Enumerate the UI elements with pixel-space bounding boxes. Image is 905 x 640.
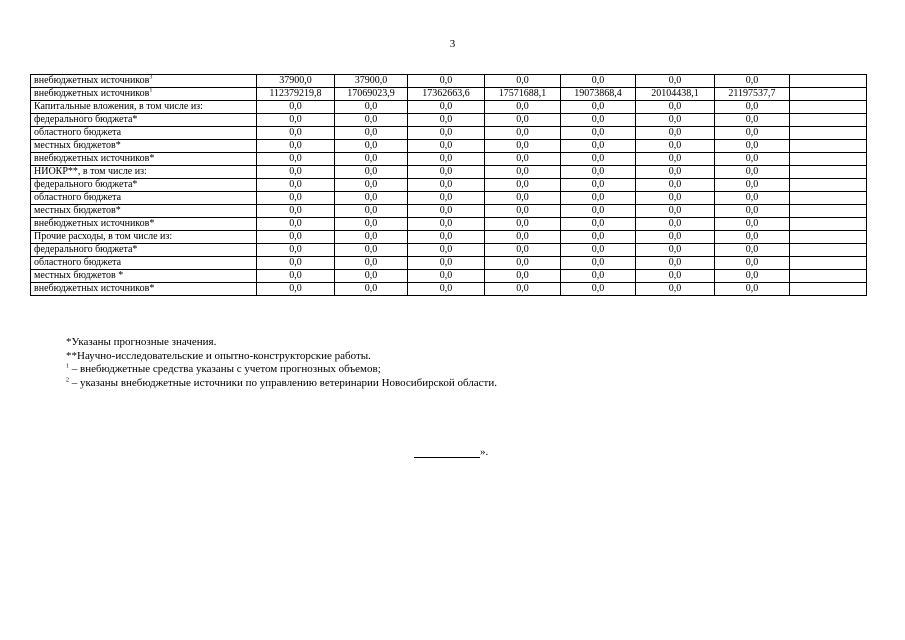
value-cell: 19073868,4 [561, 88, 636, 101]
table-row [31, 153, 867, 166]
value-cell: 0,0 [408, 114, 485, 127]
value-cell: 20104438,1 [636, 88, 715, 101]
row-label [31, 192, 257, 205]
row-label [31, 283, 257, 296]
value-cell: 0,0 [335, 244, 408, 257]
value-cell: 0,0 [408, 231, 485, 244]
value-cell: 0,0 [335, 218, 408, 231]
row-label-text: местных бюджетов* [34, 140, 121, 151]
table-row [31, 231, 867, 244]
value-cell [790, 218, 867, 231]
value-cell: 0,0 [408, 179, 485, 192]
table-row [31, 205, 867, 218]
value-cell: 0,0 [485, 179, 561, 192]
row-label-text: федерального бюджета* [34, 114, 138, 125]
value-cell: 37900,0 [257, 75, 335, 88]
value-cell: 0,0 [561, 101, 636, 114]
value-cell: 0,0 [408, 270, 485, 283]
signature-line [414, 446, 480, 458]
value-cell: 0,0 [485, 166, 561, 179]
table-row [31, 179, 867, 192]
value-cell: 0,0 [636, 192, 715, 205]
value-cell: 0,0 [561, 75, 636, 88]
value-cell: 0,0 [715, 192, 790, 205]
value-cell: 0,0 [636, 244, 715, 257]
value-cell: 0,0 [485, 75, 561, 88]
value-cell: 0,0 [636, 270, 715, 283]
value-cell: 0,0 [636, 101, 715, 114]
row-label [31, 153, 257, 166]
value-cell [790, 101, 867, 114]
value-cell: 0,0 [561, 218, 636, 231]
row-label [31, 75, 257, 88]
value-cell [790, 270, 867, 283]
value-cell: 0,0 [335, 179, 408, 192]
value-cell: 0,0 [636, 75, 715, 88]
value-cell: 0,0 [257, 231, 335, 244]
table-row [31, 270, 867, 283]
footnote-text: **Научно-исследовательские и опытно-конструкторские работы. [66, 349, 371, 362]
value-cell: 0,0 [335, 166, 408, 179]
row-label [31, 244, 257, 257]
value-cell: 0,0 [485, 205, 561, 218]
row-label [31, 179, 257, 192]
budget-table [30, 74, 867, 296]
row-label [31, 231, 257, 244]
table-row [31, 127, 867, 140]
row-label [31, 88, 257, 101]
value-cell: 0,0 [335, 127, 408, 140]
value-cell: 0,0 [485, 257, 561, 270]
footnote-text: *Указаны прогнозные значения. [66, 336, 217, 348]
value-cell: 0,0 [715, 166, 790, 179]
value-cell: 0,0 [257, 257, 335, 270]
value-cell: 0,0 [561, 140, 636, 153]
table-row [31, 244, 867, 257]
value-cell [790, 140, 867, 153]
row-label [31, 270, 257, 283]
table-row [31, 114, 867, 127]
value-cell: 17069023,9 [335, 88, 408, 101]
row-label-text: НИОКР**, в том числе из: [34, 166, 147, 177]
value-cell [790, 114, 867, 127]
value-cell: 0,0 [636, 166, 715, 179]
value-cell: 0,0 [636, 283, 715, 296]
row-label [31, 101, 257, 114]
row-label-text: федерального бюджета* [34, 179, 138, 190]
row-label [31, 114, 257, 127]
table-row [31, 140, 867, 153]
value-cell: 0,0 [257, 192, 335, 205]
value-cell: 0,0 [561, 244, 636, 257]
value-cell: 0,0 [561, 127, 636, 140]
value-cell: 0,0 [715, 114, 790, 127]
value-cell: 0,0 [636, 114, 715, 127]
value-cell: 0,0 [715, 205, 790, 218]
footnote-marker: 2 [66, 376, 69, 383]
value-cell: 0,0 [257, 179, 335, 192]
value-cell: 0,0 [408, 127, 485, 140]
value-cell [790, 283, 867, 296]
value-cell: 0,0 [636, 218, 715, 231]
value-cell: 0,0 [335, 205, 408, 218]
value-cell [790, 231, 867, 244]
value-cell: 0,0 [335, 101, 408, 114]
value-cell: 0,0 [485, 270, 561, 283]
row-label-text: внебюджетных источников* [34, 218, 155, 229]
value-cell: 0,0 [485, 244, 561, 257]
value-cell: 0,0 [257, 218, 335, 231]
value-cell: 0,0 [485, 114, 561, 127]
footnote-marker: 1 [66, 363, 69, 370]
value-cell: 0,0 [561, 153, 636, 166]
value-cell: 0,0 [408, 205, 485, 218]
value-cell: 0,0 [408, 218, 485, 231]
row-label-text: Прочие расходы, в том числе из: [34, 231, 173, 242]
footnote-marker: 1 [149, 87, 153, 94]
value-cell: 0,0 [561, 205, 636, 218]
footnote-text: – указаны внебюджетные источники по управлению ветеринарии Новосибирской области. [69, 376, 497, 389]
table-row [31, 101, 867, 114]
value-cell: 0,0 [561, 283, 636, 296]
footnote [66, 377, 497, 391]
value-cell: 0,0 [561, 270, 636, 283]
row-label [31, 257, 257, 270]
page-number: 3 [449, 38, 456, 50]
footnote [66, 350, 497, 364]
value-cell: 0,0 [257, 140, 335, 153]
value-cell: 0,0 [408, 101, 485, 114]
value-cell: 0,0 [335, 153, 408, 166]
value-cell [790, 166, 867, 179]
footnote-text: – внебюджетные средства указаны с учетом прогнозных объемов; [69, 363, 381, 375]
value-cell: 17362663,6 [408, 88, 485, 101]
row-label [31, 218, 257, 231]
footnotes [66, 336, 497, 390]
row-label-text: внебюджетных источников [34, 75, 150, 86]
value-cell: 0,0 [335, 283, 408, 296]
row-label-text: областного бюджета [34, 127, 122, 138]
footnote [66, 336, 497, 350]
row-label-text: местных бюджетов * [34, 270, 124, 281]
closing-line [414, 446, 488, 458]
value-cell: 0,0 [561, 166, 636, 179]
table-row [31, 192, 867, 205]
row-label-text: Капитальные вложения, в том числе из: [34, 101, 203, 112]
value-cell [790, 192, 867, 205]
value-cell: 0,0 [561, 192, 636, 205]
value-cell: 0,0 [715, 283, 790, 296]
value-cell: 0,0 [257, 283, 335, 296]
value-cell: 0,0 [715, 257, 790, 270]
value-cell [790, 127, 867, 140]
value-cell: 0,0 [257, 153, 335, 166]
value-cell: 0,0 [257, 205, 335, 218]
table-row [31, 218, 867, 231]
value-cell: 0,0 [408, 153, 485, 166]
footnote [66, 363, 497, 377]
value-cell: 0,0 [335, 257, 408, 270]
value-cell: 0,0 [715, 244, 790, 257]
row-label [31, 166, 257, 179]
value-cell: 0,0 [715, 270, 790, 283]
value-cell: 0,0 [636, 231, 715, 244]
value-cell: 0,0 [715, 153, 790, 166]
value-cell: 0,0 [408, 283, 485, 296]
value-cell: 0,0 [257, 101, 335, 114]
table-body [31, 75, 867, 296]
value-cell: 0,0 [561, 114, 636, 127]
row-label-text: областного бюджета [34, 192, 122, 203]
value-cell: 0,0 [636, 153, 715, 166]
value-cell: 37900,0 [335, 75, 408, 88]
value-cell: 0,0 [408, 166, 485, 179]
value-cell [790, 244, 867, 257]
value-cell [790, 257, 867, 270]
value-cell: 0,0 [335, 270, 408, 283]
value-cell: 0,0 [408, 244, 485, 257]
row-label [31, 205, 257, 218]
value-cell: 0,0 [561, 257, 636, 270]
row-label-text: внебюджетных источников* [34, 283, 155, 294]
row-label-text: внебюджетных источников [34, 88, 150, 99]
value-cell: 0,0 [257, 166, 335, 179]
value-cell: 0,0 [715, 218, 790, 231]
value-cell: 0,0 [335, 114, 408, 127]
value-cell: 0,0 [561, 231, 636, 244]
value-cell [790, 205, 867, 218]
footnote-marker: 3 [149, 74, 153, 81]
value-cell: 0,0 [408, 140, 485, 153]
row-label-text: федерального бюджета* [34, 244, 138, 255]
table-row [31, 75, 867, 88]
value-cell: 0,0 [408, 257, 485, 270]
value-cell: 0,0 [485, 127, 561, 140]
value-cell: 0,0 [257, 114, 335, 127]
value-cell: 0,0 [715, 179, 790, 192]
value-cell [790, 179, 867, 192]
value-cell [790, 88, 867, 101]
closing-mark: ». [480, 446, 489, 458]
value-cell: 0,0 [335, 231, 408, 244]
value-cell: 0,0 [485, 153, 561, 166]
value-cell: 0,0 [485, 140, 561, 153]
value-cell: 0,0 [335, 140, 408, 153]
value-cell: 0,0 [561, 179, 636, 192]
row-label [31, 127, 257, 140]
value-cell: 0,0 [485, 101, 561, 114]
value-cell: 0,0 [636, 140, 715, 153]
row-label-text: областного бюджета [34, 257, 122, 268]
value-cell: 21197537,7 [715, 88, 790, 101]
table-row [31, 257, 867, 270]
value-cell: 0,0 [257, 244, 335, 257]
row-label-text: местных бюджетов* [34, 205, 121, 216]
value-cell: 0,0 [485, 218, 561, 231]
value-cell: 0,0 [335, 192, 408, 205]
value-cell: 0,0 [485, 283, 561, 296]
table-row [31, 88, 867, 101]
value-cell: 0,0 [636, 205, 715, 218]
value-cell: 0,0 [485, 192, 561, 205]
value-cell: 0,0 [485, 231, 561, 244]
value-cell: 0,0 [636, 127, 715, 140]
value-cell: 0,0 [715, 127, 790, 140]
value-cell: 0,0 [257, 270, 335, 283]
value-cell: 0,0 [715, 231, 790, 244]
value-cell: 0,0 [715, 101, 790, 114]
table-row [31, 166, 867, 179]
value-cell: 0,0 [408, 192, 485, 205]
value-cell: 0,0 [636, 257, 715, 270]
value-cell: 0,0 [715, 75, 790, 88]
value-cell: 17571688,1 [485, 88, 561, 101]
value-cell [790, 75, 867, 88]
row-label-text: внебюджетных источников* [34, 153, 155, 164]
value-cell: 0,0 [636, 179, 715, 192]
row-label [31, 140, 257, 153]
value-cell [790, 153, 867, 166]
value-cell: 0,0 [408, 75, 485, 88]
table-row [31, 283, 867, 296]
value-cell: 0,0 [715, 140, 790, 153]
value-cell: 112379219,8 [257, 88, 335, 101]
value-cell: 0,0 [257, 127, 335, 140]
